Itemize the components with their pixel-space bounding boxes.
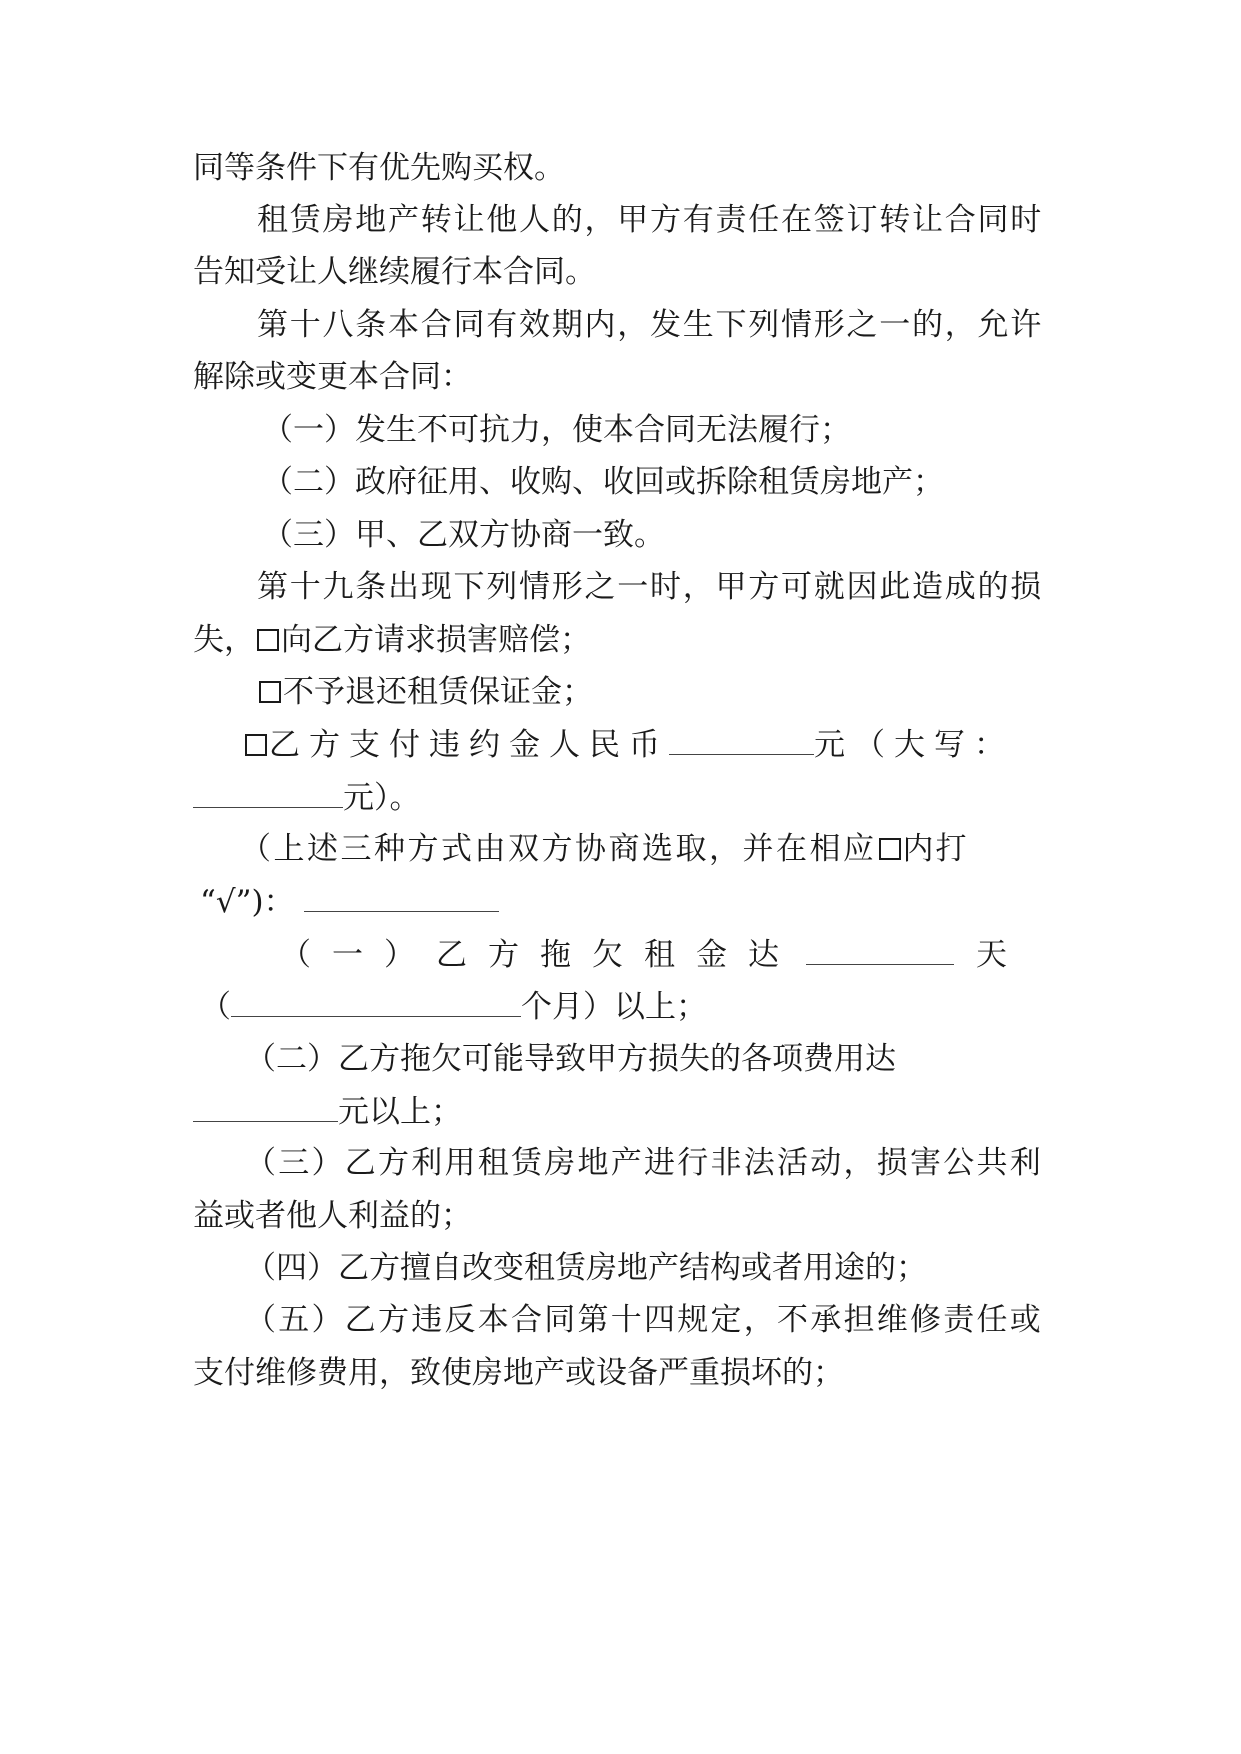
penalty-amount-blank[interactable]	[669, 724, 814, 755]
checkbox-compensation[interactable]	[257, 629, 279, 651]
rent-months-blank[interactable]	[231, 986, 521, 1017]
paragraph-text: （上述三种方式由双方协商选取，并在相应	[240, 831, 877, 867]
paragraph-line: 告知受让人继续履行本合同。	[193, 254, 596, 290]
paragraph-text: 元以上；	[338, 1094, 462, 1130]
paragraph-line: 同等条件下有优先购买权。	[193, 150, 565, 186]
paragraph-text: 个月）以上；	[521, 989, 707, 1025]
paragraph-line	[200, 986, 1050, 1027]
checkbox-penalty[interactable]	[245, 734, 267, 756]
paragraph-text: （一）乙方拖欠租金达	[280, 937, 800, 973]
paragraph-text: 天	[976, 937, 1007, 973]
paragraph-text: 内打	[902, 831, 969, 867]
paragraph-text: 不予退还租赁保证金；	[283, 674, 593, 710]
paragraph-line: （三）乙方利用租赁房地产进行非法活动，损害公共利	[245, 1145, 1043, 1181]
paragraph-line	[200, 881, 1050, 922]
paragraph-line: 解除或变更本合同：	[193, 359, 472, 395]
paragraph-line	[193, 777, 1043, 818]
article-19-heading: 第十九条出现下列情形之一时，甲方可就因此造成的损	[257, 569, 1043, 605]
paragraph-text: “√”)：	[200, 884, 295, 920]
paragraph-text: （	[200, 989, 231, 1025]
article-18-heading: 第十八条本合同有效期内，发生下列情形之一的，允许	[257, 307, 1043, 343]
paragraph-line	[193, 1091, 1043, 1132]
paragraph-line: （二）乙方拖欠可能导致甲方损失的各项费用达	[245, 1041, 896, 1077]
paragraph-text: 乙方支付违约金人民币	[269, 727, 669, 763]
paragraph-line	[257, 672, 1107, 712]
paragraph-line	[193, 620, 1043, 660]
paragraph-text: 元）。	[343, 780, 421, 816]
paragraph-line	[240, 829, 1043, 869]
rent-days-blank[interactable]	[806, 934, 954, 965]
choice-blank[interactable]	[304, 881, 499, 912]
paragraph-text: 向乙方请求损害赔偿；	[281, 622, 591, 658]
paragraph-line: （五）乙方违反本合同第十四规定，不承担维修责任或	[245, 1302, 1043, 1338]
paragraph-text: 失，	[193, 622, 255, 658]
list-item: （一）发生不可抗力，使本合同无法履行；	[262, 412, 851, 448]
paragraph-line: 益或者他人利益的；	[193, 1198, 472, 1234]
paragraph-line: 租赁房地产转让他人的，甲方有责任在签订转让合同时	[257, 202, 1043, 238]
fees-amount-blank[interactable]	[193, 1091, 338, 1122]
paragraph-line	[243, 724, 1043, 765]
paragraph-line	[280, 934, 1043, 975]
list-item: （三）甲、乙双方协商一致。	[262, 517, 665, 553]
paragraph-line: （四）乙方擅自改变租赁房地产结构或者用途的；	[245, 1250, 927, 1286]
list-item: （二）政府征用、收购、收回或拆除租赁房地产；	[262, 464, 944, 500]
checkbox-deposit[interactable]	[259, 681, 281, 703]
penalty-amount-words-blank[interactable]	[193, 777, 343, 808]
paragraph-line: 支付维修费用，致使房地产或设备严重损坏的；	[193, 1355, 844, 1391]
paragraph-text: 元（大写：	[814, 727, 1014, 763]
checkbox-inline-sample	[879, 838, 901, 860]
